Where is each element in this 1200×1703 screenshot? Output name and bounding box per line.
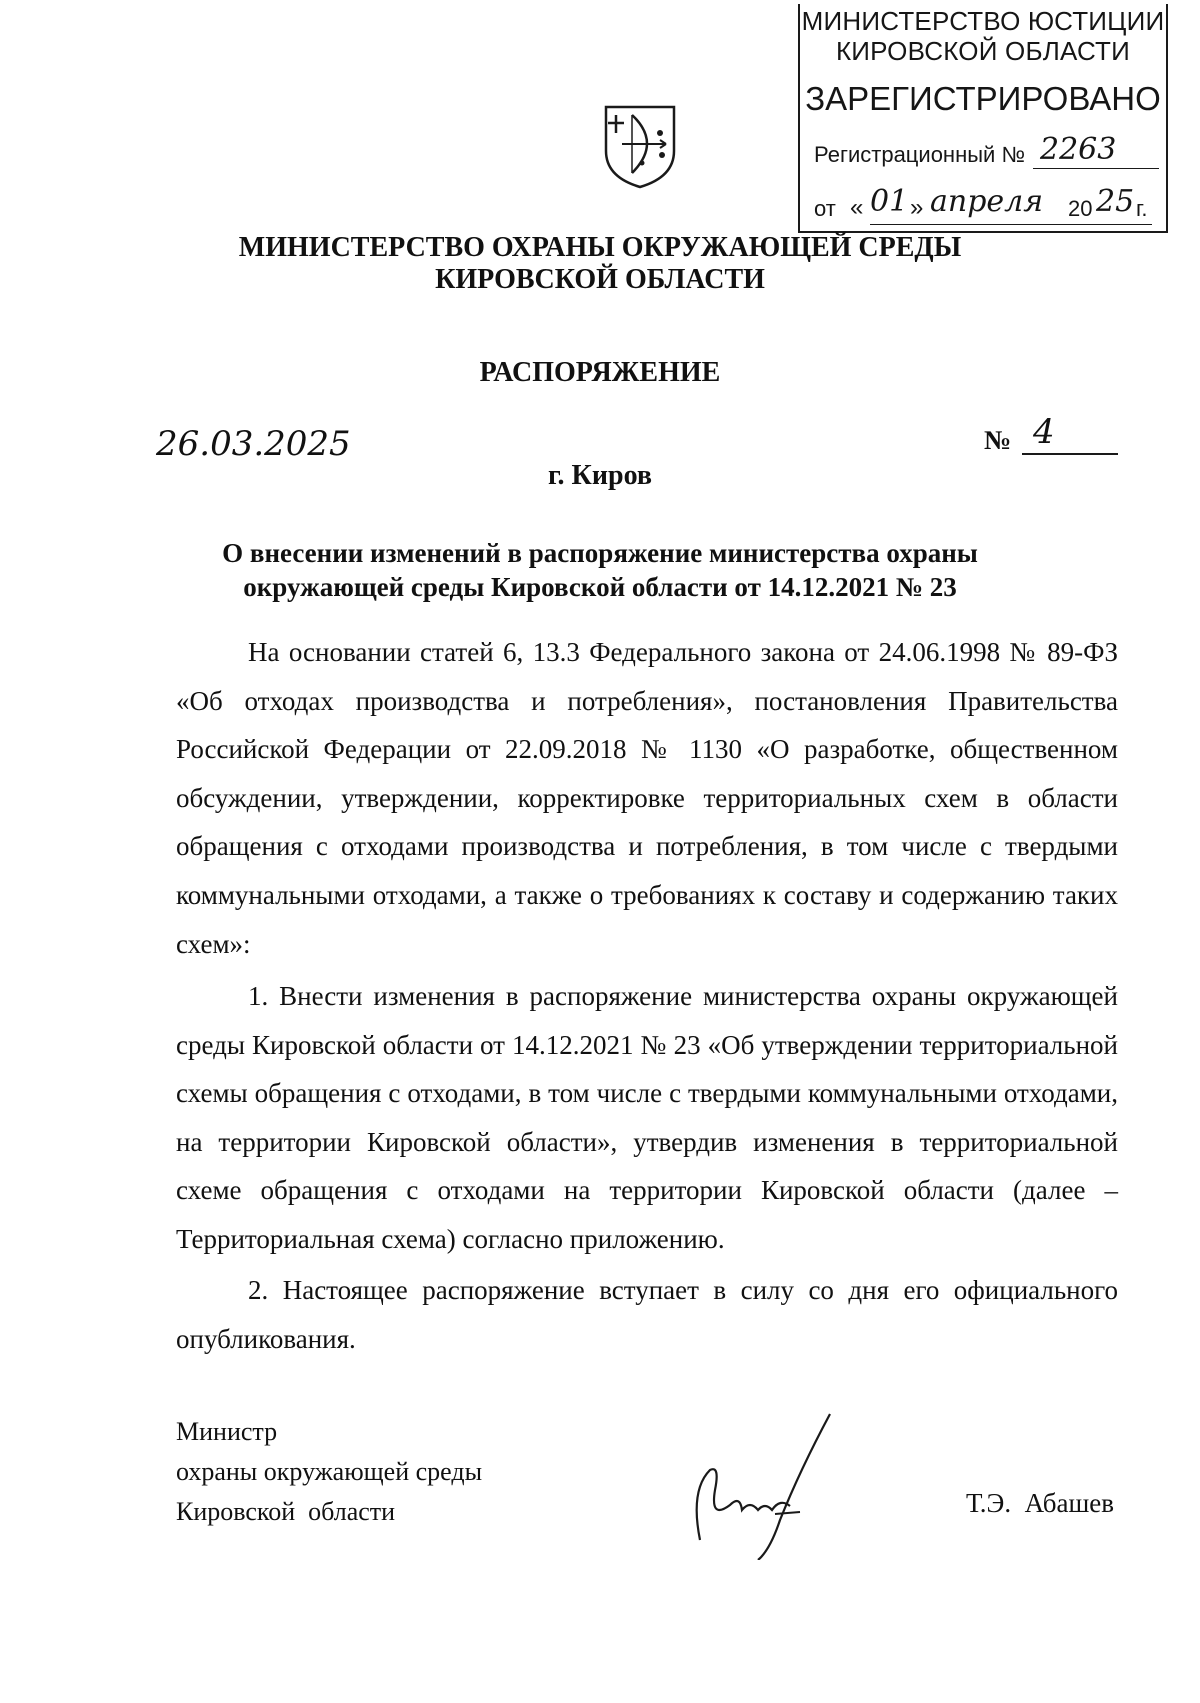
signer-position-line3: Кировской области xyxy=(176,1497,396,1526)
stamp-ministry-line1: МИНИСТЕРСТВО ЮСТИЦИИ xyxy=(801,6,1165,36)
stamp-year-unit: г. xyxy=(1136,196,1148,221)
stamp-date-month: апреля xyxy=(930,184,1044,219)
document-number: 4 xyxy=(1033,412,1055,452)
kirov-coat-of-arms-icon xyxy=(602,103,678,189)
stamp-year-suffix: 25 xyxy=(1096,184,1135,219)
document-number-underline xyxy=(1022,453,1118,455)
signer-name: Т.Э. Абашев xyxy=(966,1488,1114,1518)
document-date: 26.03.2025 xyxy=(156,424,351,464)
stamp-ministry-line2: КИРОВСКОЙ ОБЛАСТИ xyxy=(835,36,1131,66)
stamp-quote-open: « xyxy=(850,194,864,221)
preamble-paragraph: На основании статей 6, 13.3 Федерального закона от 24.06.1998 № 89-ФЗ «Об отходах производства и потребления», постановления Правительства Российской Федерации от 22.09.2018 № 1130 «О разработке, общественном обсуждении, утверждении, корректировке территориальных схем в области обращения с отходами производства и потребления, в том числе с твердыми коммунальными отходами, а также о требованиях к составу и содержанию таких схем»: xyxy=(176,637,1118,959)
signer-position-line1: Министр xyxy=(176,1417,278,1446)
stamp-quote-close: » xyxy=(910,194,924,221)
stamp-date-prefix: от xyxy=(814,196,836,221)
list-item-1: 1. Внести изменения в распоряжение министерства охраны окружающей среды Кировской области от 14.12.2021 № 23 «Об утверждении территориальной схемы обращения с отходами, в том числе с твердыми коммунальными отходами, на территории Кировской области», утвердив изменения в территориальной схеме обращения с отходами на территории Кировской области (далее – Территориальная схема) согласно приложению. xyxy=(176,981,1118,1254)
stamp-reg-label: Регистрационный № xyxy=(814,142,1026,167)
document-title-line2: окружающей среды Кировской области от 14.12.2021 № 23 xyxy=(243,572,957,602)
stamp-reg-underline xyxy=(1033,168,1159,169)
stamp-date-underline xyxy=(870,224,1152,225)
registration-stamp xyxy=(798,4,1168,233)
document-number-sign: № xyxy=(984,425,1012,455)
stamp-year-prefix: 20 xyxy=(1068,196,1093,221)
stamp-date-day: 01 xyxy=(870,184,909,219)
stamp-status: ЗАРЕГИСТРИРОВАНО xyxy=(805,80,1161,117)
list-item-2: 2. Настоящее распоряжение вступает в силу со дня его официального опубликования. xyxy=(176,1275,1118,1354)
stamp-reg-number: 2263 xyxy=(1040,132,1117,167)
document-title-line1: О внесении изменений в распоряжение министерства охраны xyxy=(222,538,978,568)
ministry-name-line2: КИРОВСКОЙ ОБЛАСТИ xyxy=(435,264,765,295)
signer-position xyxy=(176,1412,482,1532)
signer-position-line2: охраны окружающей среды xyxy=(176,1457,483,1486)
handwritten-signature xyxy=(680,1410,840,1560)
document-type: РАСПОРЯЖЕНИЕ xyxy=(479,357,721,388)
city: г. Киров xyxy=(548,460,652,491)
ministry-name-line1: МИНИСТЕРСТВО ОХРАНЫ ОКРУЖАЮЩЕЙ СРЕДЫ xyxy=(238,232,962,263)
